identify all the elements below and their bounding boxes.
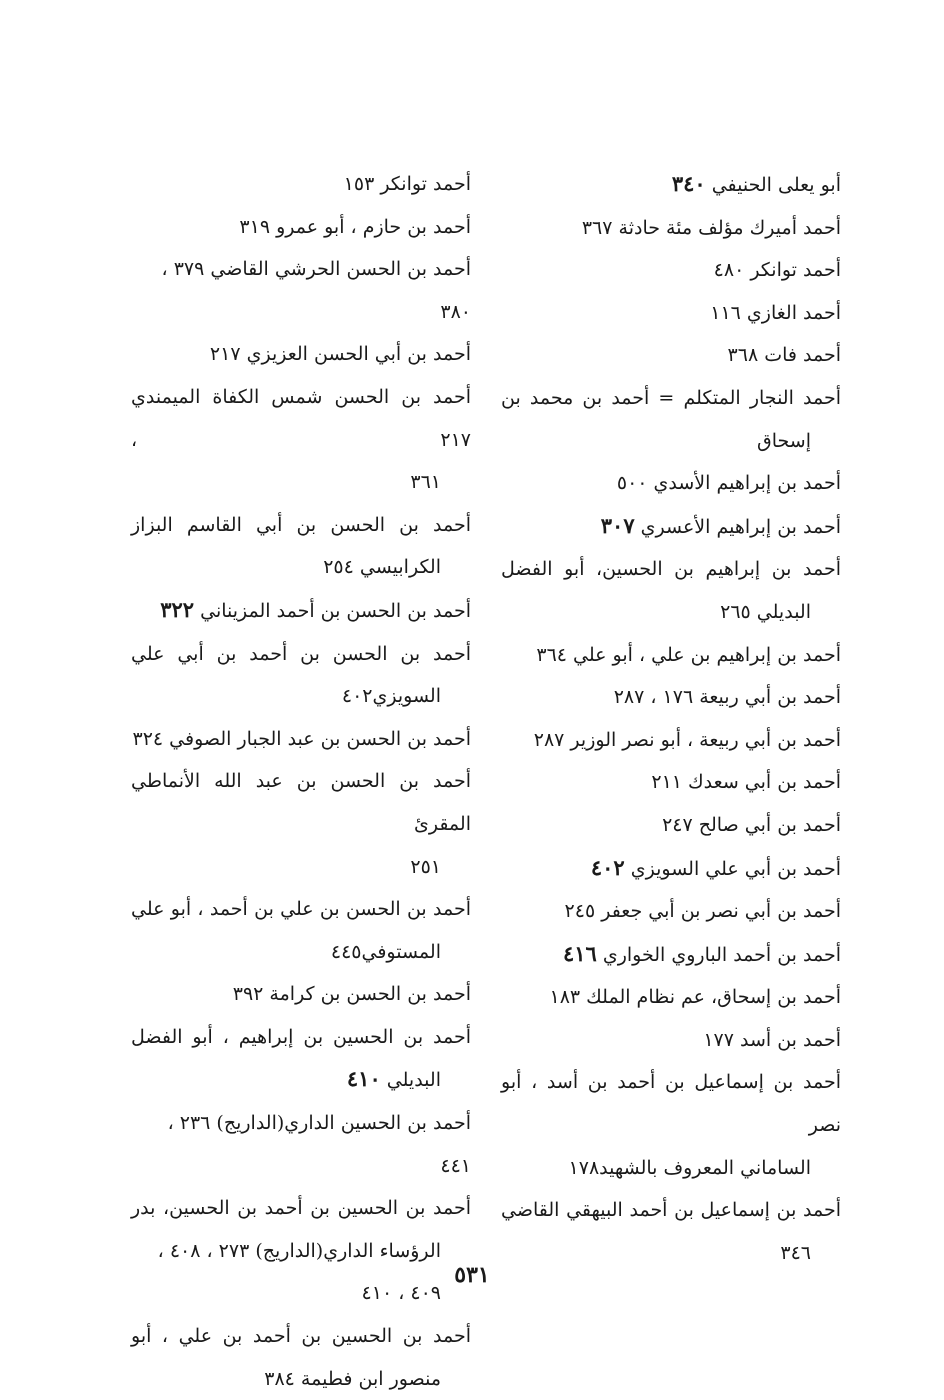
- index-entry: [131, 633, 471, 718]
- continuation-text: الساماني المعروف بالشهيد١٧٨: [568, 1156, 811, 1179]
- continuation-text: ٣٦١: [410, 471, 441, 494]
- entry-text: [133, 728, 471, 750]
- entry-text: [703, 1029, 841, 1051]
- entry-text: [614, 686, 841, 708]
- entry-name: أحمد بن أبي الحسن العزيزي ٢١٧: [209, 343, 471, 366]
- index-entry: [131, 504, 471, 589]
- continuation-text: الكرابيسي ٢٥٤: [323, 556, 441, 579]
- index-entry: [501, 207, 841, 250]
- index-column-right: [501, 163, 841, 1274]
- entry-name: أحمد بن إبراهيم بن علي ، أبو علي ٣٦٤: [536, 643, 841, 666]
- entry-name: أحمد بن الحسن بن عبد الجبار الصوفي ٣٢٤: [132, 727, 471, 750]
- entry-text: [501, 1189, 841, 1232]
- entry-text: [714, 259, 841, 281]
- entry-page-number: ٤١٠: [346, 1066, 381, 1092]
- entry-name: أحمد بن الحسن بن علي بن أحمد ، أبو علي: [131, 898, 471, 921]
- index-entry: [501, 163, 841, 207]
- entry-continuation: [501, 1147, 841, 1190]
- entry-page-number: ٣٠٧: [600, 512, 635, 538]
- entry-text: [710, 302, 841, 324]
- index-entry: [501, 1061, 841, 1189]
- index-entry: [501, 292, 841, 335]
- index-entry: [131, 163, 471, 206]
- index-entry: [501, 804, 841, 847]
- entry-name: أحمد أميرك مؤلف مئة حادثة ٣٦٧: [581, 216, 841, 239]
- entry-continuation: [131, 546, 471, 589]
- index-entry: [501, 505, 841, 549]
- index-entry: [501, 976, 841, 1019]
- entry-text: [239, 216, 471, 238]
- entry-text: [671, 171, 841, 196]
- index-entry: [131, 1016, 471, 1102]
- index-entry: [501, 334, 841, 377]
- entry-text: [131, 376, 471, 461]
- entry-text: [233, 983, 471, 1005]
- entry-text: [168, 1112, 471, 1177]
- continuation-text: منصور ابن فطيمة ٣٨٤: [264, 1367, 441, 1390]
- entry-name: أحمد بن الحسن الحرشي القاضي ٣٧٩ ، ٣٨٠: [161, 258, 471, 323]
- index-entry: [131, 1102, 471, 1187]
- entry-text: [617, 472, 841, 494]
- entry-name: أحمد بن الحسين بن أحمد بن الحسين، بدر: [131, 1197, 471, 1220]
- index-entry: [501, 548, 841, 633]
- index-entry: [131, 888, 471, 973]
- index-entry: [501, 634, 841, 677]
- continuation-text: البديلي: [386, 1069, 441, 1092]
- entry-continuation: [131, 1058, 471, 1102]
- continuation-text: المستوفي٤٤٥: [330, 940, 441, 963]
- index-entry: [131, 760, 471, 888]
- entry-text: [131, 760, 471, 845]
- index-entry: [501, 377, 841, 462]
- entry-name: أحمد بن الحسن بن عبد الله الأنماطي المقرئ: [131, 770, 471, 835]
- entry-name: أحمد بن الحسن بن أبي القاسم البزاز: [131, 513, 471, 536]
- entry-text: [501, 548, 841, 591]
- entry-text: [162, 258, 471, 323]
- entry-name: أحمد فات ٣٦٨: [727, 344, 841, 367]
- continuation-text: ٣٤٦: [780, 1241, 811, 1264]
- entry-page-number: ٣٢٢: [160, 596, 195, 622]
- entry-text: [131, 888, 471, 931]
- entry-name: أحمد بن أبي سعدك ٢١١: [651, 771, 841, 794]
- entry-name: أحمد الغازي ١١٦: [710, 301, 841, 324]
- entry-text: [501, 1061, 841, 1146]
- entry-text: [160, 596, 471, 622]
- index-entry: [131, 589, 471, 633]
- entry-name: أحمد بن إبراهيم الأعسري: [640, 515, 841, 538]
- entry-name: أحمد النجار المتكلم = أحمد بن محمد بن: [501, 386, 841, 409]
- entry-page-number: ٤١٦: [562, 940, 597, 966]
- index-entry: [131, 376, 471, 504]
- entry-name: أحمد بن الحسين بن أحمد بن علي ، أبو: [131, 1325, 471, 1348]
- entry-continuation: [131, 931, 471, 974]
- entry-continuation: ٤٠٩ ، ٤١٠: [361, 1282, 441, 1305]
- index-entry: [501, 676, 841, 719]
- entry-text: [536, 644, 841, 666]
- entry-text: [550, 986, 842, 1008]
- continuation-text: السويزي٤٠٢: [341, 685, 441, 708]
- index-entry: [131, 973, 471, 1016]
- entry-name: أحمد بن الحسين بن إبراهيم ، أبو الفضل: [131, 1025, 471, 1048]
- entry-continuation: [131, 1358, 471, 1400]
- entry-text: [534, 729, 841, 751]
- index-entry: [131, 333, 471, 376]
- entry-name: أحمد بن إسماعيل بن أحمد بن أسد ، أبو نصر: [501, 1071, 841, 1137]
- entry-continuation: [131, 675, 471, 718]
- entry-name: أحمد توانكر ١٥٣: [343, 173, 471, 195]
- continuation-text: الرؤساء الداري(الداريج) ٢٧٣ ، ٤٠٨ ،: [157, 1239, 441, 1262]
- continuation-text: ٢٥١: [410, 855, 441, 878]
- entry-name: أحمد بن أبي ربيعة ١٧٦ ، ٢٨٧: [613, 686, 841, 709]
- entry-text: [562, 940, 841, 966]
- entry-name: أحمد بن إبراهيم الأسدي ٥٠٠: [616, 472, 841, 495]
- entry-name: أحمد بن أبي علي السويزي: [630, 857, 841, 880]
- entry-name: أحمد بن إسماعيل بن أحمد البيهقي القاضي: [501, 1199, 841, 1222]
- continuation-text: إسحاق: [757, 429, 811, 452]
- entry-text: [131, 633, 471, 676]
- index-entry: [131, 718, 471, 761]
- index-entry: [131, 1315, 471, 1400]
- entry-continuation: [131, 846, 471, 889]
- index-entry: [501, 249, 841, 292]
- entry-text: [728, 344, 841, 366]
- entry-text: [131, 1315, 471, 1358]
- index-entry: [501, 462, 841, 505]
- entry-continuation: [501, 420, 841, 463]
- entry-continuation: [131, 461, 471, 504]
- entry-name: أحمد بن أبي ربيعة ، أبو نصر الوزير ٢٨٧: [533, 728, 841, 751]
- entry-name: أحمد بن الحسن بن كرامة ٣٩٢: [232, 983, 471, 1006]
- entry-name: أحمد بن إبراهيم بن الحسين، أبو الفضل: [501, 558, 841, 581]
- index-entry: [501, 1019, 841, 1062]
- index-entry: [501, 847, 841, 891]
- entry-continuation: [501, 591, 841, 634]
- index-entry: [131, 206, 471, 249]
- page-number: ٥٣١: [454, 1262, 490, 1288]
- entry-text: [131, 504, 471, 547]
- entry-name: أحمد بن الحسن بن أحمد بن أبي علي: [131, 642, 471, 665]
- index-entry: [501, 933, 841, 977]
- entry-text: [131, 1016, 471, 1059]
- entry-text: [600, 512, 841, 538]
- continuation-text: البديلي ٢٦٥: [720, 600, 811, 623]
- index-entry: [501, 890, 841, 933]
- index-entry: [501, 719, 841, 762]
- index-entry: [131, 248, 471, 333]
- entry-text: [582, 217, 841, 239]
- entry-name: أحمد بن أحمد الباروي الخواري: [602, 943, 841, 966]
- entry-name: أحمد بن الحسين الداري(الداريج) ٢٣٦ ، ٤٤١: [167, 1112, 471, 1177]
- entry-text: [501, 377, 841, 420]
- entry-page-number: ٣٤٠: [671, 171, 706, 196]
- entry-text: [662, 814, 841, 836]
- entry-name: أحمد بن إسحاق، عم نظام الملك ١٨٣: [549, 986, 841, 1009]
- index-entry: [501, 761, 841, 804]
- entry-page-number: ٤٠٢: [590, 854, 625, 880]
- entry-name: أحمد بن أبي نصر بن أبي جعفر ٢٤٥: [564, 900, 841, 923]
- entry-text: [210, 343, 471, 365]
- entry-name: أحمد بن الحسن بن أحمد المزيناني: [200, 599, 471, 622]
- entry-text: [565, 900, 841, 922]
- entry-name: أحمد بن أبي صالح ٢٤٧: [662, 813, 841, 836]
- entry-name: أحمد بن الحسن شمس الكفاة الميمندي ٢١٧ ،: [131, 385, 471, 451]
- entry-name: أحمد بن أسد ١٧٧: [703, 1028, 841, 1051]
- entry-name: أحمد بن حازم ، أبو عمرو ٣١٩: [239, 215, 471, 238]
- entry-text: [131, 1187, 471, 1230]
- entry-text: [344, 173, 471, 195]
- entry-name: أحمد توانكر ٤٨٠: [713, 259, 841, 282]
- index-entry: [131, 1187, 471, 1315]
- index-column-left: [131, 163, 471, 1400]
- entry-text: [651, 771, 841, 793]
- entry-name: أبو يعلى الحنيفي: [711, 174, 841, 196]
- entry-text: [590, 854, 841, 880]
